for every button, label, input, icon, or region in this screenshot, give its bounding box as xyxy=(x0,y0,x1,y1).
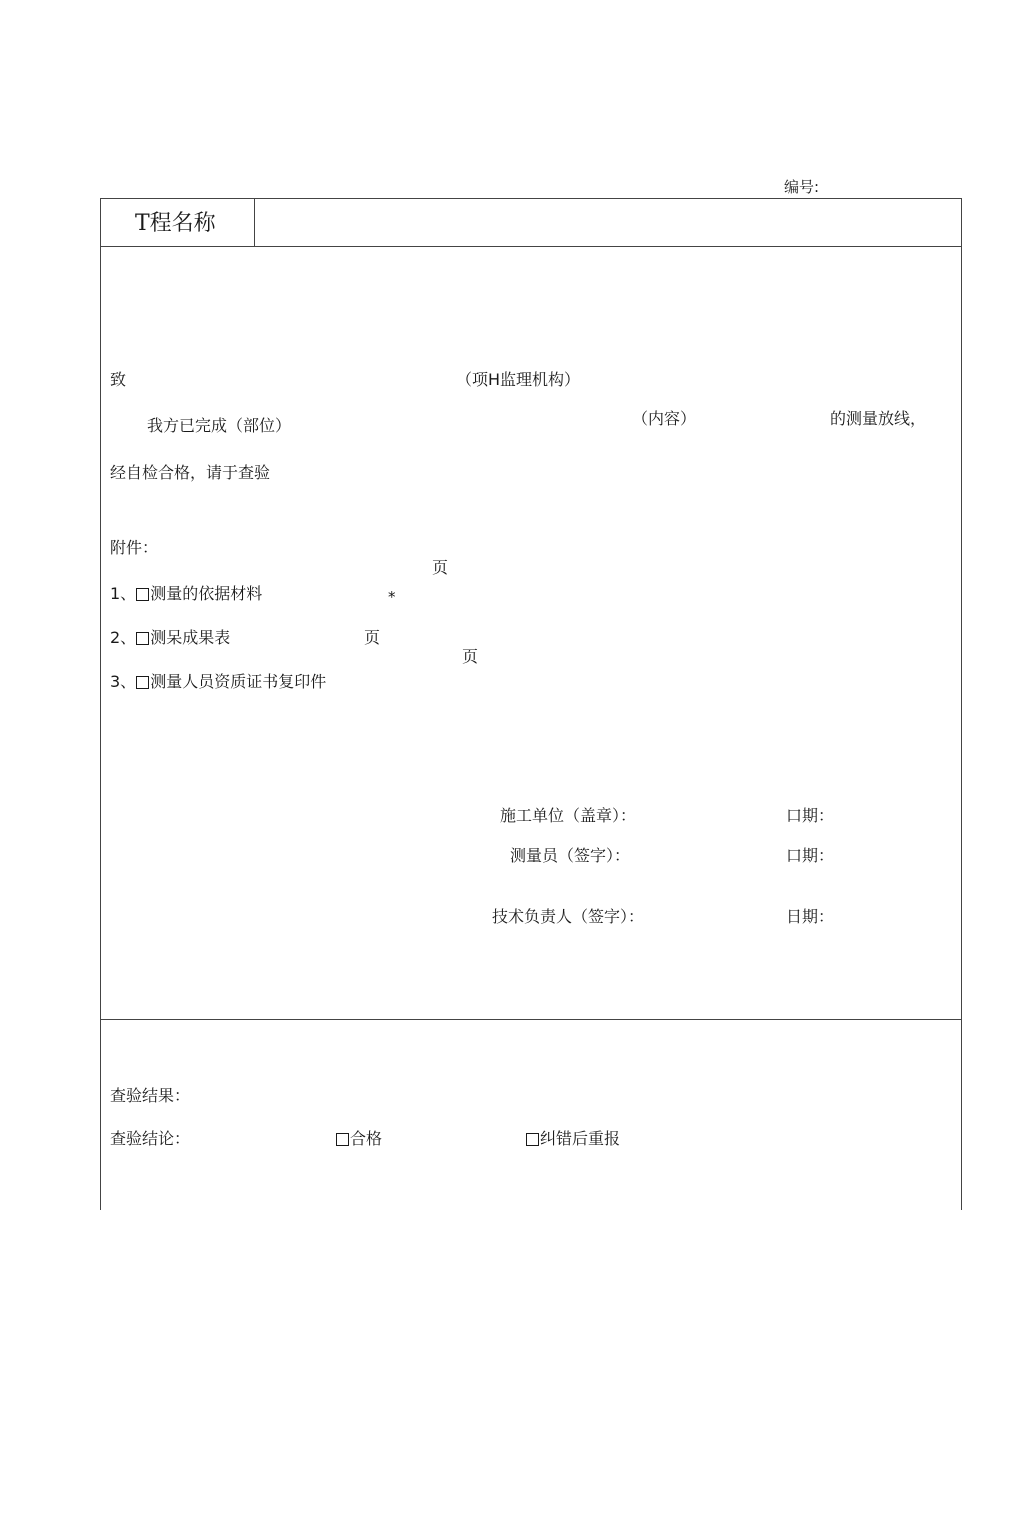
technical-lead-signature-label: 技术负责人（签字）： xyxy=(492,907,645,926)
contractor-date-label: 口期： xyxy=(786,806,835,825)
attachment-2-pages-unit: 页 xyxy=(364,628,381,647)
attachment-2 xyxy=(110,628,230,648)
section-divider xyxy=(100,1019,962,1020)
attachment-1-number: 1、 xyxy=(110,584,137,603)
conclusion-option-resubmit xyxy=(526,1129,620,1149)
pass-label: 合格 xyxy=(350,1129,383,1148)
attachment-3-pages-unit: 页 xyxy=(462,647,479,666)
inspection-result-label: 查验结果： xyxy=(110,1086,191,1105)
table-right-border xyxy=(961,198,962,1210)
attachment-1-checkbox[interactable] xyxy=(136,588,149,601)
content-label: （内容） xyxy=(632,409,697,428)
header-row-divider xyxy=(100,246,962,247)
technical-lead-date-label: 日期： xyxy=(786,907,835,926)
request-inspection-text: 经自检合格，请于查验 xyxy=(110,463,271,482)
surveyor-date-label: 口期： xyxy=(786,846,835,865)
table-left-border xyxy=(100,198,101,1210)
resubmit-label: 纠错后重报 xyxy=(540,1129,621,1148)
resubmit-checkbox[interactable] xyxy=(526,1133,539,1146)
attachment-1-label: 测量的依据材料 xyxy=(150,584,263,603)
attachment-1-pages-unit: 页 xyxy=(432,558,449,577)
attachment-3-label: 测量人员资质证书复印件 xyxy=(150,672,327,691)
attachment-2-label: 测呆成果表 xyxy=(150,628,231,647)
survey-setout-label: 的测量放线， xyxy=(830,409,927,428)
completed-part-label: 我方已完成（部位） xyxy=(147,416,292,435)
serial-number-label: 编号: xyxy=(784,178,820,196)
table-top-border xyxy=(100,198,962,199)
project-name-field[interactable] xyxy=(256,200,960,245)
header-cell-divider xyxy=(254,198,255,246)
stray-asterisk: * xyxy=(388,588,396,606)
attachment-2-number: 2、 xyxy=(110,628,137,647)
attachment-3 xyxy=(110,672,326,692)
surveyor-signature-label: 测量员（签字）： xyxy=(510,846,631,865)
pass-checkbox[interactable] xyxy=(336,1133,349,1146)
project-name-label: T程名称 xyxy=(135,211,216,236)
inspection-conclusion-label: 查验结论： xyxy=(110,1129,191,1148)
attachment-2-checkbox[interactable] xyxy=(136,632,149,645)
contractor-seal-label: 施工单位（盖章）： xyxy=(500,806,637,825)
attachment-3-number: 3、 xyxy=(110,672,137,691)
attachment-1 xyxy=(110,584,262,604)
addressee-suffix: （项H监理机构） xyxy=(456,370,581,389)
attachment-3-checkbox[interactable] xyxy=(136,676,149,689)
attachments-heading: 附件： xyxy=(110,538,159,557)
addressee-prefix: 致 xyxy=(110,370,127,389)
conclusion-option-pass xyxy=(336,1129,382,1149)
